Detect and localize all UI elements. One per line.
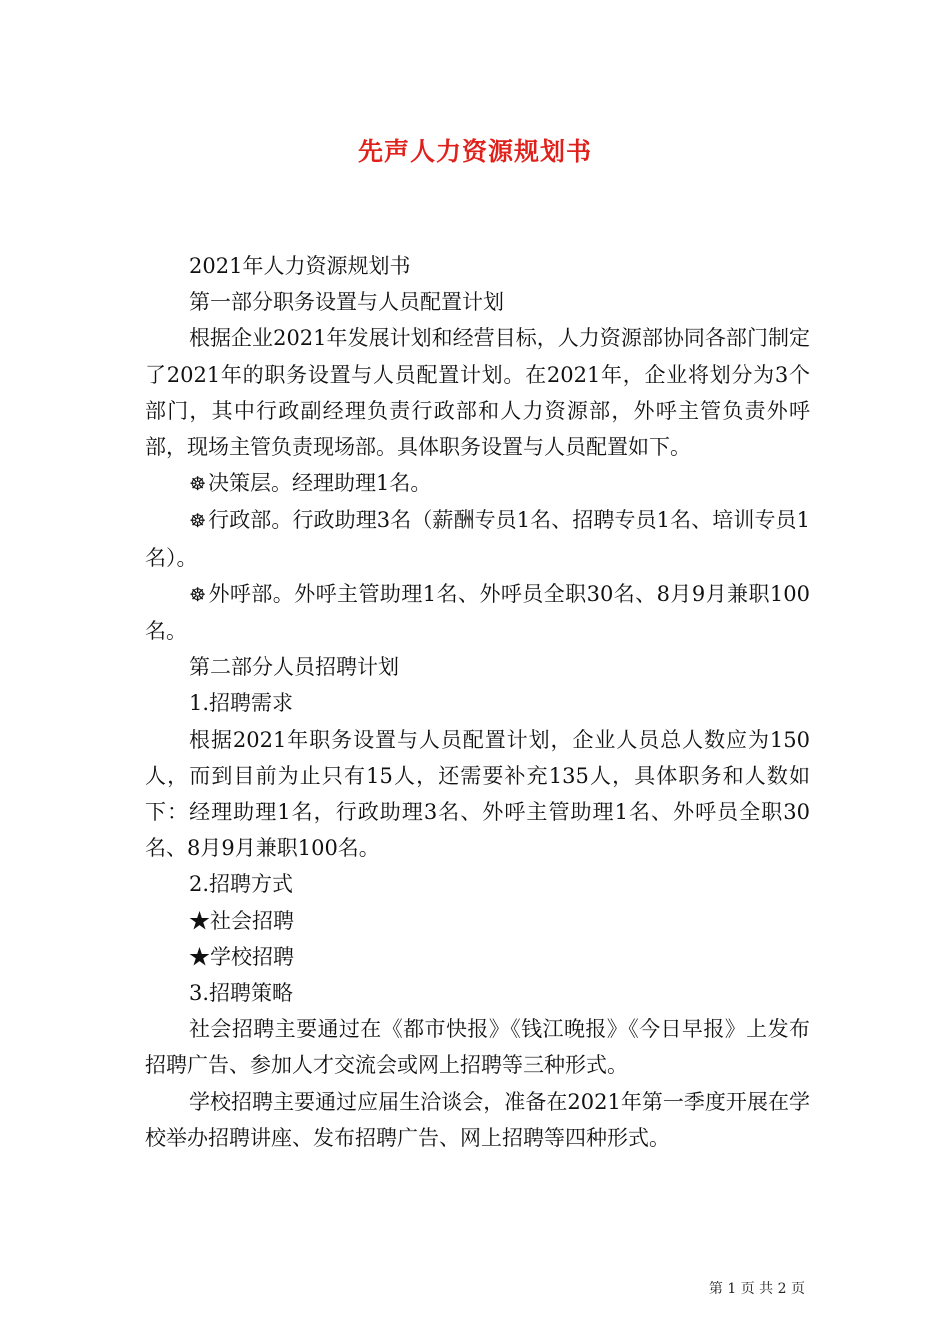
subheading: 3.招聘策略 — [189, 981, 294, 1006]
bullet-text: 决策层。经理助理1名。 — [208, 471, 432, 496]
bullet-text: 社会招聘 — [210, 908, 294, 933]
bullet-text: 外呼部。外呼主管助理1名、外呼员全职30名、8月9月兼职100名。 — [145, 581, 810, 644]
page-number: 第 1 页 共 2 页 — [708, 1281, 805, 1297]
paragraph: 根据企业2021年发展计划和经营目标，人力资源部协同各部门制定了2021年的职务设置与人员配置计划。在2021年，企业将划分为3个部门，其中行政副经理负责行政部和人力资源部，外呼主管负责外呼部，现场主管负责现场部。具体职务设置与人员配置如下。 — [145, 326, 810, 460]
bullet-item — [145, 576, 810, 649]
bullet-text: 学校招聘 — [210, 944, 294, 969]
bullet-text: 行政部。行政助理3名（薪酬专员1名、招聘专员1名、培训专员1名）。 — [145, 508, 810, 570]
bullet-item — [145, 502, 810, 575]
section-heading: 第一部分职务设置与人员配置计划 — [189, 290, 504, 315]
subheading: 2.招聘方式 — [189, 872, 294, 897]
paragraph: 根据2021年职务设置与人员配置计划，企业人员总人数应为150人，而到目前为止只有15人，还需要补充135人，具体职务和人数如下：经理助理1名，行政助理3名、外呼主管助理1名、外呼员全职30名、8月9月兼职100名。 — [145, 727, 810, 861]
subheading: 1.招聘需求 — [189, 691, 294, 716]
document-body — [145, 248, 810, 1156]
wheel-bullet-icon: ☸ — [189, 583, 207, 606]
bullet-item — [145, 939, 810, 975]
bullet-item — [145, 903, 810, 939]
star-bullet-icon: ★ — [189, 944, 210, 969]
paragraph: 2021年人力资源规划书 — [189, 254, 411, 278]
wheel-bullet-icon: ☸ — [189, 473, 207, 496]
document-title: 先声人力资源规划书 — [357, 137, 592, 166]
star-bullet-icon: ★ — [189, 908, 210, 933]
bullet-item — [145, 465, 810, 502]
paragraph: 学校招聘主要通过应届生洽谈会，准备在2021年第一季度开展在学校举办招聘讲座、发布招聘广告、网上招聘等四种形式。 — [145, 1089, 810, 1150]
section-heading: 第二部分人员招聘计划 — [189, 655, 399, 680]
paragraph: 社会招聘主要通过在《都市快报》《钱江晚报》《今日早报》上发布招聘广告、参加人才交流会或网上招聘等三种形式。 — [145, 1017, 810, 1078]
wheel-bullet-icon: ☸ — [189, 510, 207, 533]
